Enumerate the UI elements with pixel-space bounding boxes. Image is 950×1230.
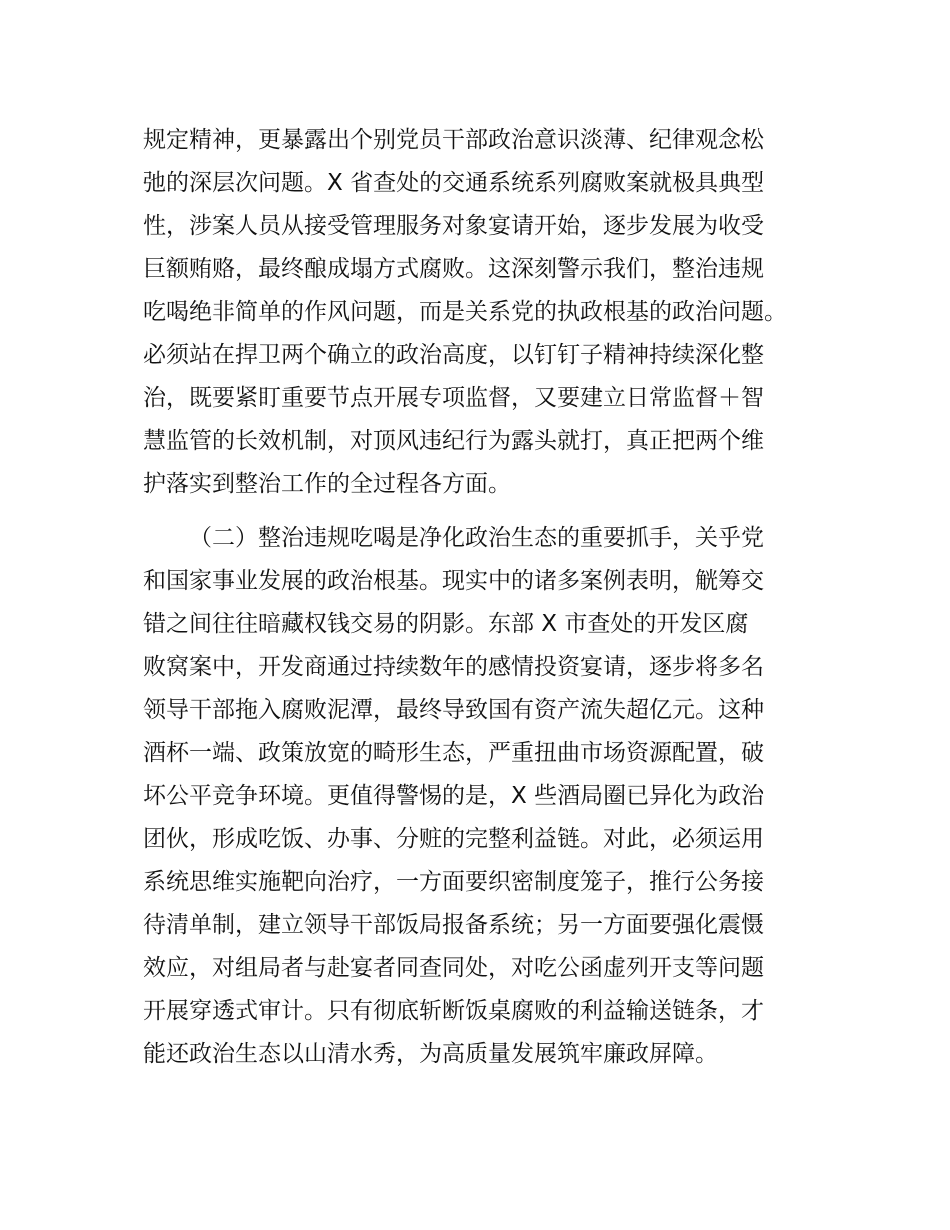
text-line: 开展穿透式审计。只有彻底斩断饭桌腐败的利益输送链条，才 <box>143 998 764 1024</box>
text-line: 团伙，形成吃饭、办事、分赃的完整利益链。对此，必须运用 <box>143 826 764 852</box>
text-line: 和国家事业发展的政治根基。现实中的诸多案例表明，觥筹交 <box>143 568 764 594</box>
text-line: 能还政治生态以山清水秀，为高质量发展筑牢廉政屏障。 <box>143 1041 718 1067</box>
text-line: 效应，对组局者与赴宴者同查同处，对吃公函虚列开支等问题 <box>143 955 764 981</box>
text-line: 酒杯一端、政策放宽的畸形生态，严重扭曲市场资源配置，破 <box>143 740 764 766</box>
text-line: 吃喝绝非简单的作风问题，而是关系党的执政根基的政治问题。 <box>143 299 787 325</box>
text-line: 错之间往往暗藏权钱交易的阴影。东部 X 市查处的开发区腐 <box>143 611 749 637</box>
text-line: 规定精神，更暴露出个别党员干部政治意识淡薄、纪律观念松 <box>143 127 764 153</box>
text-line: 待清单制，建立领导干部饭局报备系统；另一方面要强化震慑 <box>143 912 764 938</box>
text-line: 慧监管的长效机制，对顶风违纪行为露头就打，真正把两个维 <box>143 428 764 454</box>
text-line: 系统思维实施靶向治疗，一方面要织密制度笼子，推行公务接 <box>143 869 764 895</box>
paragraph-2-first-line: （二）整治违规吃喝是净化政治生态的重要抓手，关乎党 <box>189 525 764 551</box>
text-line: 弛的深层次问题。X 省查处的交通系统系列腐败案就极具典型 <box>143 170 765 196</box>
text-line: 必须站在捍卫两个确立的政治高度，以钉钉子精神持续深化整 <box>143 342 764 368</box>
text-line: 败窝案中，开发商通过持续数年的感情投资宴请，逐步将多名 <box>143 654 764 680</box>
text-line: 治，既要紧盯重要节点开展专项监督，又要建立日常监督＋智 <box>143 385 764 411</box>
text-line: 坏公平竞争环境。更值得警惕的是，X 些酒局圈已异化为政治 <box>143 783 765 809</box>
text-line: 性，涉案人员从接受管理服务对象宴请开始，逐步发展为收受 <box>143 213 764 239</box>
text-line: 巨额贿赂，最终酿成塌方式腐败。这深刻警示我们，整治违规 <box>143 256 764 282</box>
text-line: 领导干部拖入腐败泥潭，最终导致国有资产流失超亿元。这种 <box>143 697 764 723</box>
text-line: 护落实到整治工作的全过程各方面。 <box>143 471 511 497</box>
